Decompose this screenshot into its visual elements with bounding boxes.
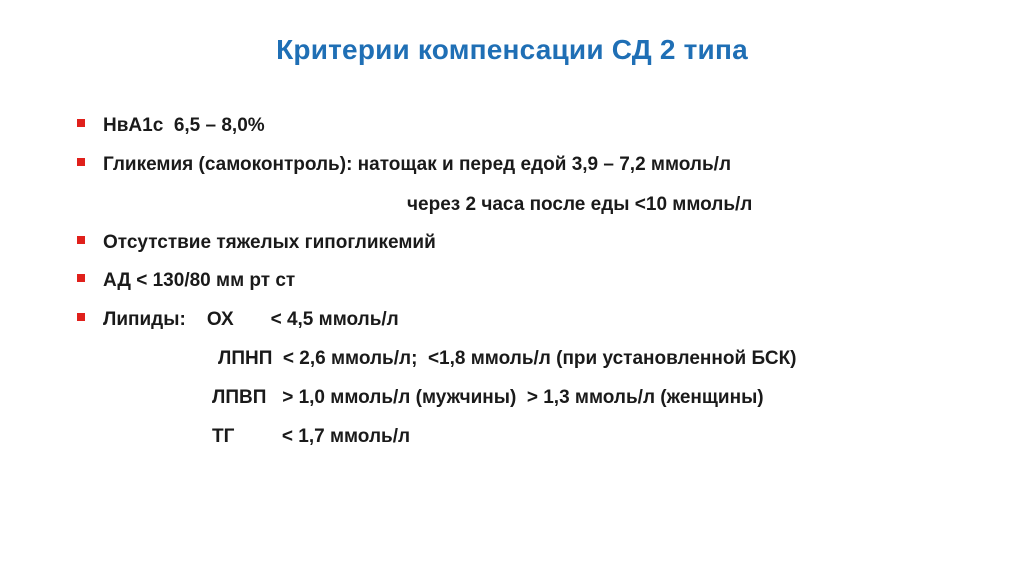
criterion-hypoglycemia: Отсутствие тяжелых гипогликемий <box>103 232 436 253</box>
criterion-lipids-triglycerides: ТГ < 1,7 ммоль/л <box>212 426 411 447</box>
bullet-marker-icon <box>77 158 85 166</box>
slide-title: Критерии компенсации СД 2 типа <box>276 34 748 65</box>
criterion-glycemia: Гликемия (самоконтроль): натощак и перед едой 3,9 – 7,2 ммоль/л <box>103 154 732 175</box>
bullet-marker-icon <box>77 236 85 244</box>
criterion-lipids-total-cholesterol: Липиды: ОХ < 4,5 ммоль/л <box>103 309 399 330</box>
criterion-hba1c: НвА1с 6,5 – 8,0% <box>103 115 265 136</box>
bullet-marker-icon <box>77 119 85 127</box>
bullet-marker-icon <box>77 274 85 282</box>
criterion-lipids-ldl: ЛПНП < 2,6 ммоль/л; <1,8 ммоль/л (при установленной БСК) <box>218 348 797 369</box>
criterion-glycemia-postprandial: через 2 часа после еды <10 ммоль/л <box>407 194 753 215</box>
bullet-marker-icon <box>77 313 85 321</box>
criterion-lipids-hdl: ЛПВП > 1,0 ммоль/л (мужчины) > 1,3 ммоль/л (женщины) <box>212 387 764 408</box>
criterion-blood-pressure: АД < 130/80 мм рт ст <box>103 270 296 291</box>
